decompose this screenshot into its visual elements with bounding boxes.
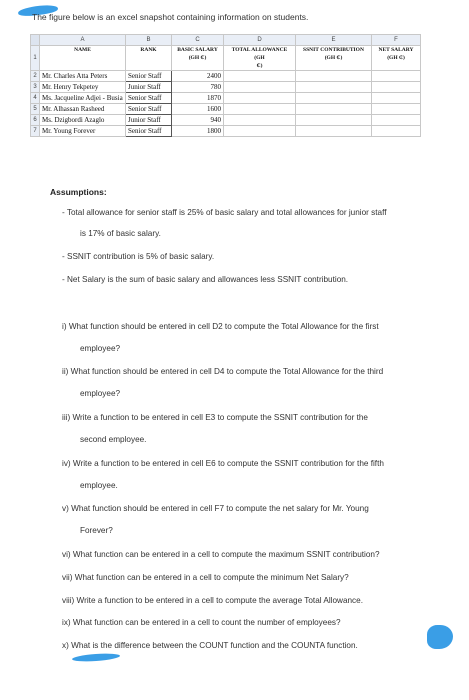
cell-basic: 1870: [172, 93, 224, 104]
question-9: ix) What function can be entered in a cell to count the number of employees?: [62, 618, 341, 627]
cell-allowance: [224, 115, 296, 126]
cell-net: [372, 93, 421, 104]
assumption-ssnit: - SSNIT contribution is 5% of basic salary.: [62, 252, 215, 261]
blue-mark-right: [427, 625, 453, 649]
cell-basic: 780: [172, 82, 224, 93]
cell-name: Ms. Jacqueline Adjei - Busia: [40, 93, 126, 104]
header-ssnit: [296, 46, 372, 71]
header-net-line2: (GH ₵): [387, 55, 405, 61]
cell-net: [372, 126, 421, 137]
cell-rank: Senior Staff: [126, 126, 172, 137]
cell-net: [372, 115, 421, 126]
col-header-f: F: [372, 35, 421, 46]
row-number: 4: [31, 93, 40, 104]
col-header-d: D: [224, 35, 296, 46]
question-7: vii) What function can be entered in a cell to compute the minimum Net Salary?: [62, 573, 349, 582]
question-4-line1: iv) Write a function to be entered in cell E6 to compute the SSNIT contribution for the fifth: [62, 459, 384, 468]
cell-allowance: [224, 104, 296, 115]
table-row: [31, 82, 421, 93]
header-basic-line1: BASIC SALARY: [177, 47, 218, 53]
cell-allowance: [224, 71, 296, 82]
question-3-line2: second employee.: [80, 435, 147, 444]
cell-allowance: [224, 82, 296, 93]
header-basic-salary: [172, 46, 224, 71]
assumption-net-salary: - Net Salary is the sum of basic salary and allowances less SSNIT contribution.: [62, 275, 349, 284]
header-total-allowance: [224, 46, 296, 71]
question-10: x) What is the difference between the COUNT function and the COUNTA function.: [62, 641, 358, 650]
header-basic-line2: (GH ₵): [188, 55, 207, 61]
col-header-e: E: [296, 35, 372, 46]
cell-ssnit: [296, 82, 372, 93]
row-number: 3: [31, 82, 40, 93]
assumptions-title: Assumptions:: [50, 187, 107, 197]
blue-mark-bottom: [72, 652, 120, 662]
assumption-allowance-line1: - Total allowance for senior staff is 25% of basic salary and total allowances for junior staff: [62, 208, 387, 217]
header-rank-text: RANK: [140, 47, 157, 53]
row-number: 1: [31, 46, 40, 71]
cell-ssnit: [296, 115, 372, 126]
cell-name: Mr. Charles Atta Peters: [40, 71, 126, 82]
header-allow-line1: TOTAL ALLOWANCE (GH: [231, 47, 288, 61]
header-ssnit-line2: (GH ₵): [324, 55, 343, 61]
cell-name: Ms. Dzigbordi Azaglo: [40, 115, 126, 126]
col-header-a: A: [40, 35, 126, 46]
cell-net: [372, 82, 421, 93]
header-ssnit-line1: SSNIT CONTRIBUTION: [303, 47, 364, 53]
table-row: [31, 126, 421, 137]
question-1-line2: employee?: [80, 344, 121, 353]
header-name: [40, 46, 126, 71]
intro-text: The figure below is an excel snapshot containing information on students.: [32, 12, 309, 22]
col-header-b: B: [126, 35, 172, 46]
question-6: vi) What function can be entered in a cell to compute the maximum SSNIT contribution?: [62, 550, 380, 559]
cell-rank: Senior Staff: [126, 71, 172, 82]
row-number: 2: [31, 71, 40, 82]
cell-net: [372, 104, 421, 115]
cell-basic: 2400: [172, 71, 224, 82]
table-row: [31, 71, 421, 82]
header-net-salary: [372, 46, 421, 71]
row-number: 5: [31, 104, 40, 115]
question-2-line2: employee?: [80, 389, 121, 398]
row-number: 7: [31, 126, 40, 137]
header-name-text: NAME: [74, 47, 91, 53]
header-net-line1: NET SALARY: [378, 47, 414, 53]
header-rank: [126, 46, 172, 71]
table-row: [31, 115, 421, 126]
cell-rank: Junior Staff: [126, 115, 172, 126]
cell-basic: 1600: [172, 104, 224, 115]
cell-basic: 940: [172, 115, 224, 126]
table-row: [31, 93, 421, 104]
question-8: viii) Write a function to be entered in a cell to compute the average Total Allowance.: [62, 596, 363, 605]
header-allow-line2: ₵): [256, 63, 263, 69]
cell-net: [372, 71, 421, 82]
row-number: 6: [31, 115, 40, 126]
cell-name: Mr. Alhassan Rasheed: [40, 104, 126, 115]
col-header-c: C: [172, 35, 224, 46]
question-1-line1: i) What function should be entered in cell D2 to compute the Total Allowance for the first: [62, 322, 379, 331]
table-row: [31, 104, 421, 115]
question-2-line1: ii) What function should be entered in cell D4 to compute the Total Allowance for the third: [62, 367, 384, 376]
cell-name: Mr. Young Forever: [40, 126, 126, 137]
question-3-line1: iii) Write a function to be entered in cell E3 to compute the SSNIT contribution for the: [62, 413, 368, 422]
cell-basic: 1800: [172, 126, 224, 137]
excel-snapshot: [30, 34, 421, 137]
cell-ssnit: [296, 71, 372, 82]
cell-ssnit: [296, 104, 372, 115]
cell-ssnit: [296, 93, 372, 104]
corner-cell: [31, 35, 40, 46]
assumption-allowance-line2: is 17% of basic salary.: [80, 229, 161, 238]
question-5-line2: Forever?: [80, 526, 113, 535]
cell-ssnit: [296, 126, 372, 137]
cell-name: Mr. Henry Tekpetey: [40, 82, 126, 93]
cell-rank: Senior Staff: [126, 93, 172, 104]
question-4-line2: employee.: [80, 481, 118, 490]
cell-rank: Senior Staff: [126, 104, 172, 115]
question-5-line1: v) What function should be entered in cell F7 to compute the net salary for Mr. Young: [62, 504, 369, 513]
cell-allowance: [224, 93, 296, 104]
cell-allowance: [224, 126, 296, 137]
cell-rank: Junior Staff: [126, 82, 172, 93]
